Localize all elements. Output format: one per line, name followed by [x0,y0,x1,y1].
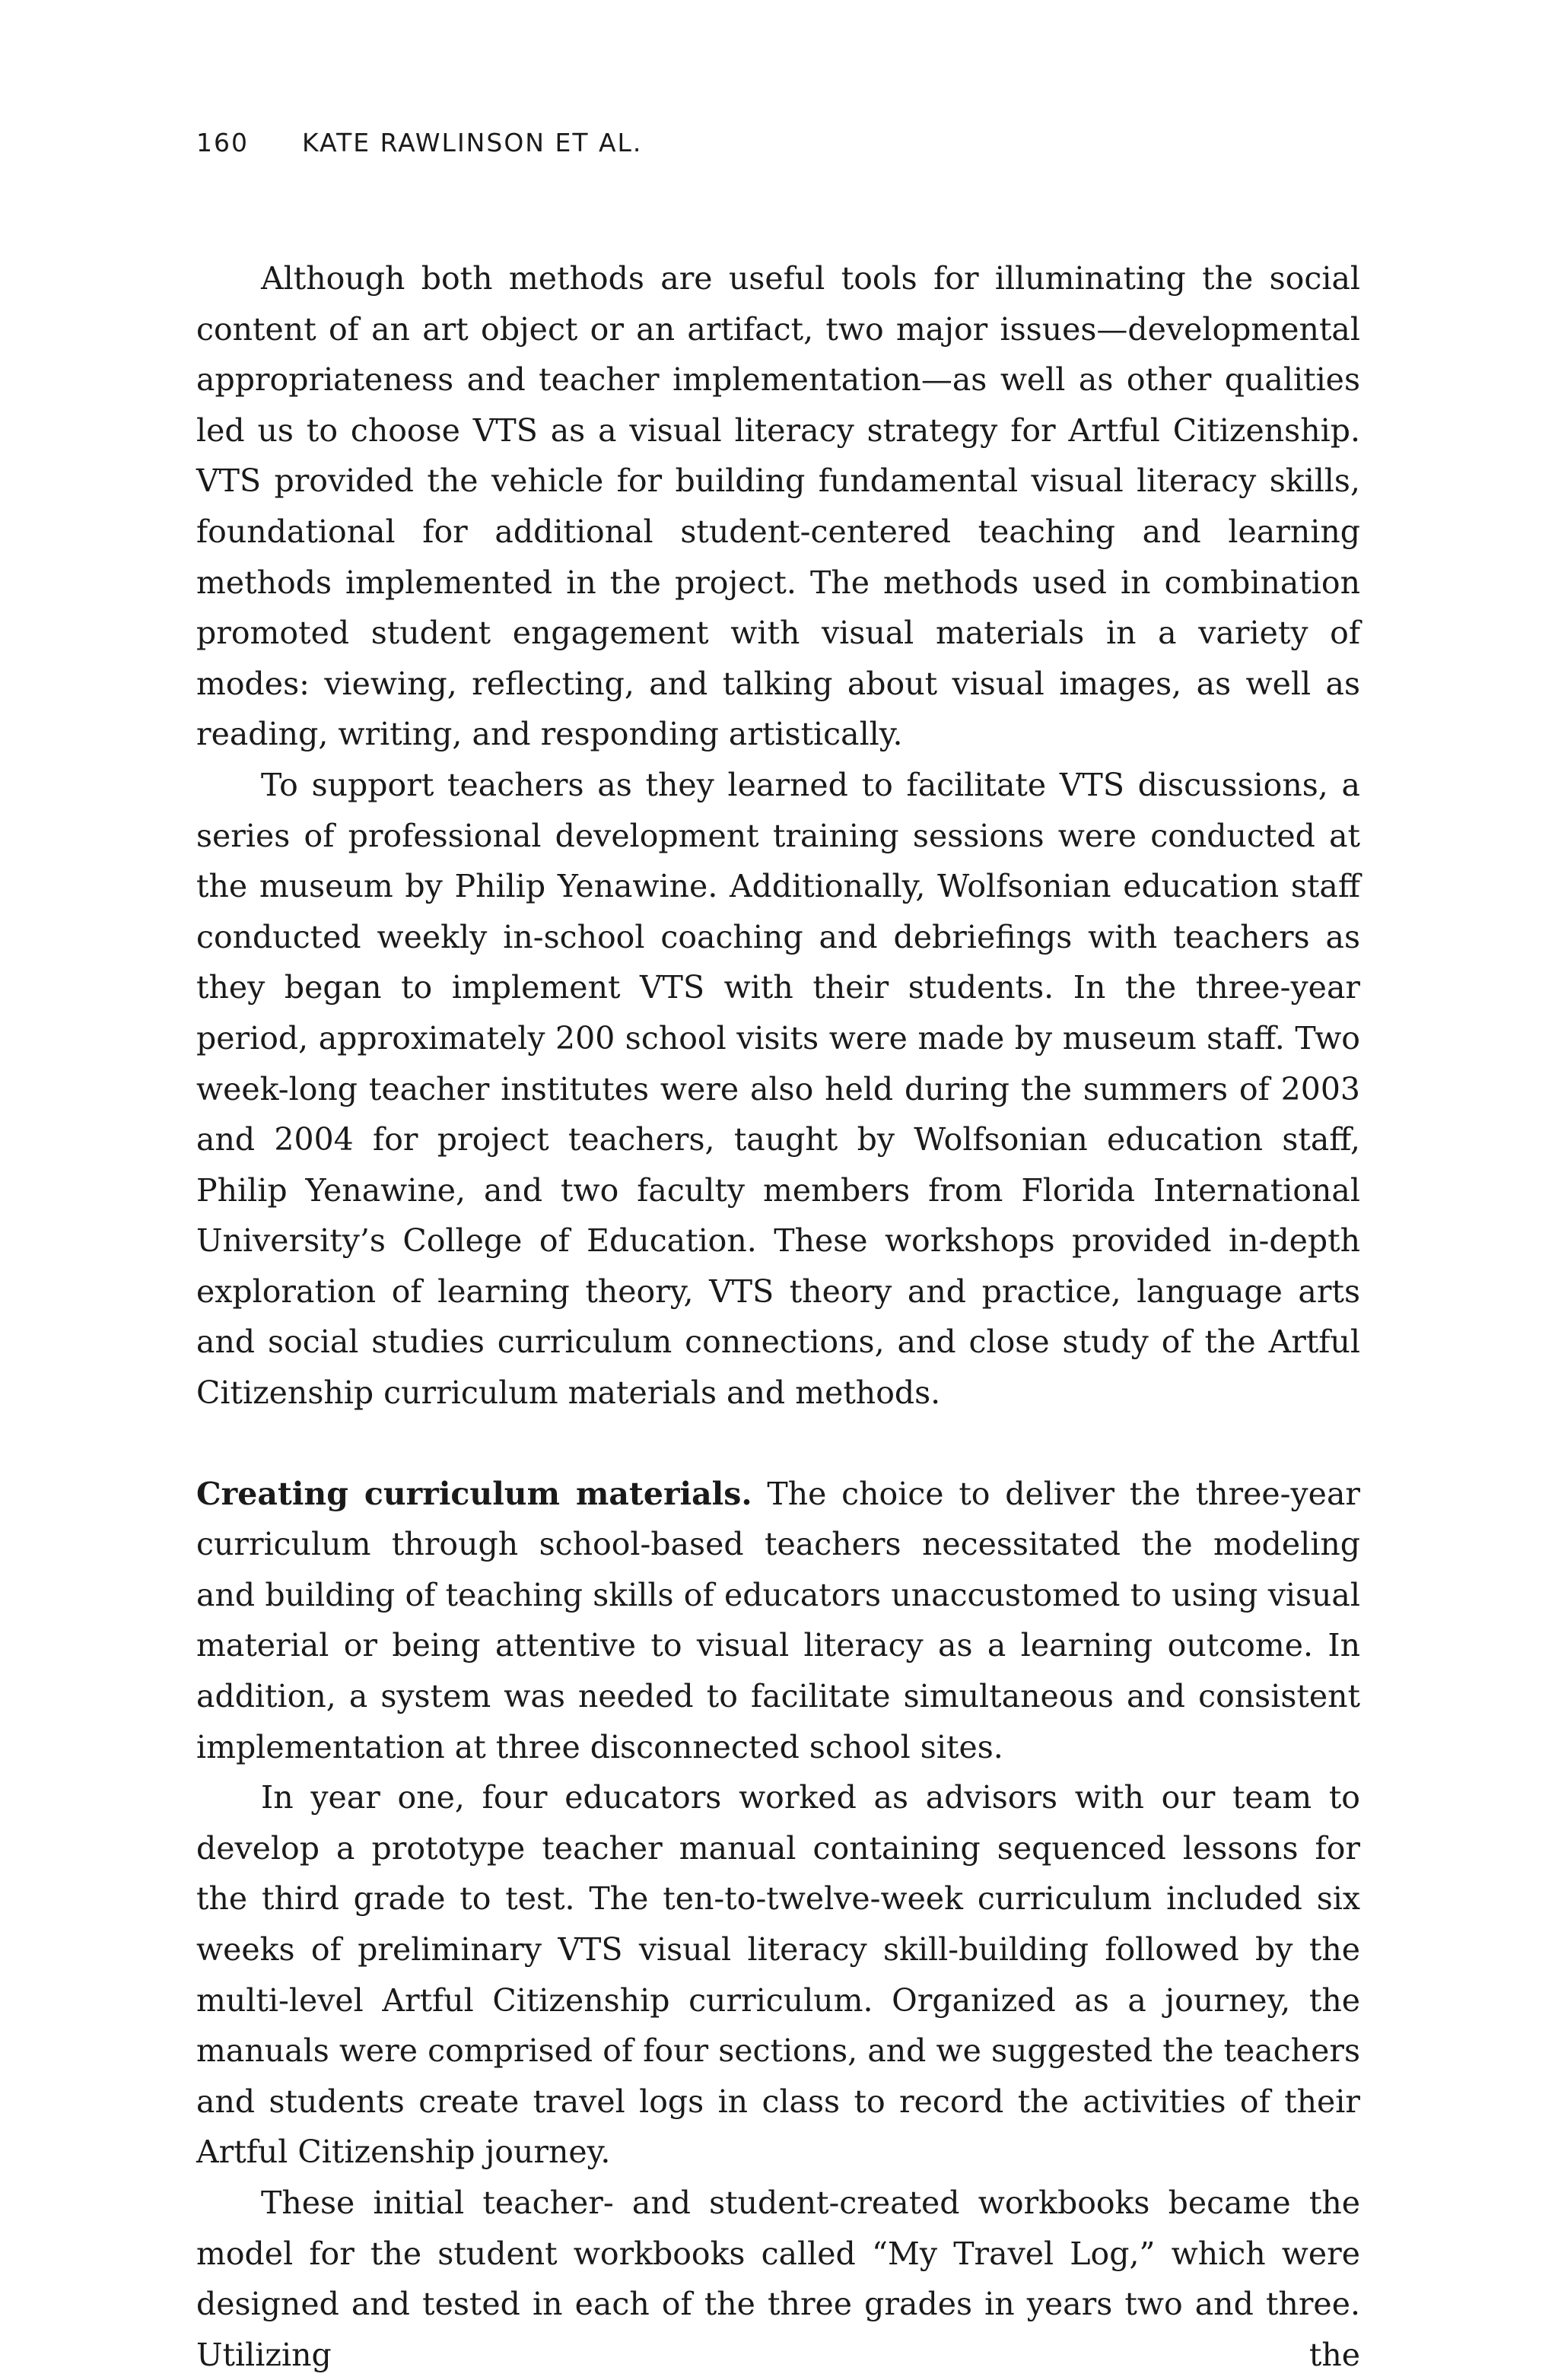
paragraph-creating-curriculum-text: The choice to deliver the three-year curriculum through school-based teachers necessitated the modeling and building of teaching skills of educators unaccustomed to using visual material or being attentive to visual literacy as a learning outcome. In addition, a system was needed to facilitate simultaneous and consistent implementation at three disconnected school sites. [196,1475,1360,1765]
paragraph-creating-curriculum [196,1469,1360,1773]
paragraph-vts-choice: Although both methods are useful tools for illuminating the social content of an art object or an artifact, two major issues—developmental appropriateness and teacher implementation—as well as other qualities led us to choose VTS as a visual literacy strategy for Artful Citizenship. VTS provided the vehicle for building fundamental visual literacy skills, foundational for additional student-centered teaching and learning methods implemented in the project. The methods used in combination promoted student engagement with visual materials in a variety of modes: viewing, reflecting, and talking about visual images, as well as reading, writing, and responding artistically. [196,260,1360,753]
section-heading: Creating curriculum materials. [196,1475,752,1512]
running-head-authors: KATE RAWLINSON ET AL. [302,128,643,157]
body-text [196,253,1360,2380]
page-number: 160 [196,128,249,157]
paragraph-year-one: In year one, four educators worked as advisors with our team to develop a prototype teacher manual containing sequenced lessons for the third grade to test. The ten-to-twelve-week curriculum included six weeks of preliminary VTS visual literacy skill-building followed by the multi-level Artful Citizenship curriculum. Organized as a journey, the manuals were comprised of four sections, and we suggested the teachers and students create travel logs in class to record the activities of their Artful Citizenship journey. [196,1779,1360,2171]
running-head [196,128,642,157]
paragraph-travel-log: These initial teacher- and student-created workbooks became the model for the student workbooks called “My Travel Log,” which were designed and tested in each of the three grades in years two and three. Utilizing the [196,2184,1360,2373]
paragraph-teacher-training: To support teachers as they learned to facilitate VTS discussions, a series of professional development training sessions were conducted at the museum by Philip Yenawine. Additionally, Wolfsonian education staff conducted weekly in-school coaching and debriefings with teachers as they began to implement VTS with their students. In the three-year period, approximately 200 school visits were made by museum staff. Two week-long teacher institutes were also held during the summers of 2003 and 2004 for project teachers, taught by Wolfsonian education staff, Philip Yenawine, and two faculty members from Florida International University’s College of Education. These workshops provided in-depth exploration of learning theory, VTS theory and practice, language arts and social studies curriculum connections, and close study of the Artful Citizenship curriculum materials and methods. [196,766,1360,1412]
section-gap [196,1419,1360,1469]
